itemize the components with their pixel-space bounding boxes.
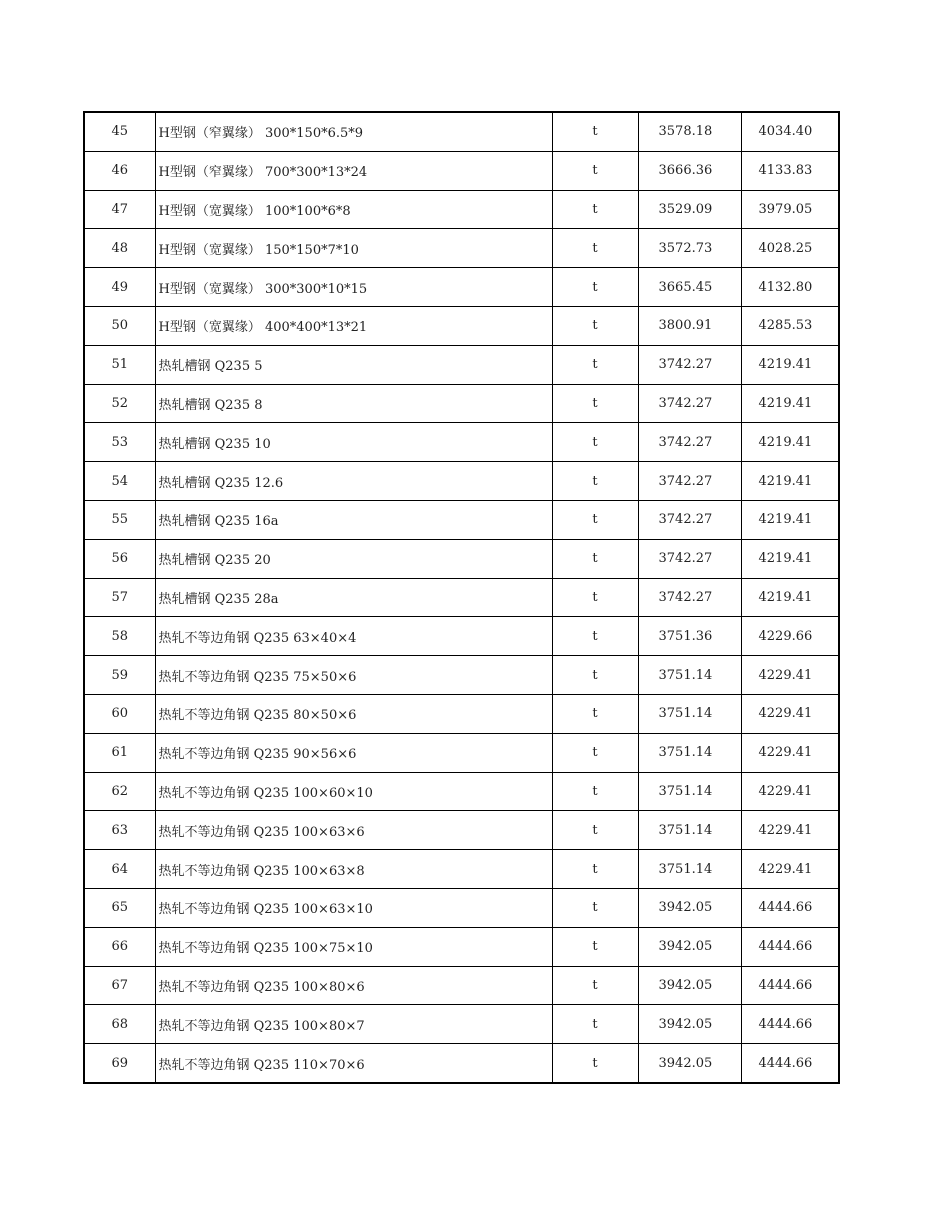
row-number-cell: 52 <box>84 384 155 423</box>
material-name-cell: H型钢（窄翼缘） 300*150*6.5*9 <box>155 112 552 151</box>
price-excl-tax-cell: 3742.27 <box>638 384 741 423</box>
material-name-cell: 热轧不等边角钢 Q235 100×80×6 <box>155 966 552 1005</box>
row-number-cell: 60 <box>84 694 155 733</box>
material-name-cell: 热轧槽钢 Q235 12.6 <box>155 462 552 501</box>
unit-cell: t <box>552 229 638 268</box>
table-row <box>84 345 839 384</box>
material-name-cell: 热轧不等边角钢 Q235 100×80×7 <box>155 1005 552 1044</box>
material-name-cell: H型钢（宽翼缘） 100*100*6*8 <box>155 190 552 229</box>
unit-cell: t <box>552 656 638 695</box>
row-number-cell: 50 <box>84 306 155 345</box>
table-row <box>84 1005 839 1044</box>
price-excl-tax-cell: 3665.45 <box>638 268 741 307</box>
price-incl-tax-cell: 4444.66 <box>741 888 839 927</box>
price-excl-tax-cell: 3751.14 <box>638 811 741 850</box>
material-name-cell: 热轧不等边角钢 Q235 90×56×6 <box>155 733 552 772</box>
unit-cell: t <box>552 888 638 927</box>
unit-cell: t <box>552 539 638 578</box>
price-incl-tax-cell: 4219.41 <box>741 462 839 501</box>
table-row <box>84 384 839 423</box>
material-name-cell: H型钢（宽翼缘） 300*300*10*15 <box>155 268 552 307</box>
unit-cell: t <box>552 578 638 617</box>
price-incl-tax-cell: 4229.41 <box>741 733 839 772</box>
price-incl-tax-cell: 4229.41 <box>741 811 839 850</box>
material-name-cell: 热轧槽钢 Q235 10 <box>155 423 552 462</box>
unit-cell: t <box>552 733 638 772</box>
material-name-cell: 热轧槽钢 Q235 28a <box>155 578 552 617</box>
row-number-cell: 62 <box>84 772 155 811</box>
table-row <box>84 733 839 772</box>
row-number-cell: 53 <box>84 423 155 462</box>
price-excl-tax-cell: 3742.27 <box>638 345 741 384</box>
material-name-cell: H型钢（宽翼缘） 150*150*7*10 <box>155 229 552 268</box>
price-excl-tax-cell: 3742.27 <box>638 500 741 539</box>
unit-cell: t <box>552 966 638 1005</box>
row-number-cell: 67 <box>84 966 155 1005</box>
row-number-cell: 61 <box>84 733 155 772</box>
price-incl-tax-cell: 4132.80 <box>741 268 839 307</box>
price-incl-tax-cell: 4444.66 <box>741 1005 839 1044</box>
unit-cell: t <box>552 151 638 190</box>
material-name-cell: 热轧不等边角钢 Q235 110×70×6 <box>155 1044 552 1083</box>
price-excl-tax-cell: 3800.91 <box>638 306 741 345</box>
price-incl-tax-cell: 4034.40 <box>741 112 839 151</box>
table-row <box>84 1044 839 1083</box>
price-excl-tax-cell: 3742.27 <box>638 578 741 617</box>
price-excl-tax-cell: 3742.27 <box>638 539 741 578</box>
price-incl-tax-cell: 4229.41 <box>741 850 839 889</box>
row-number-cell: 58 <box>84 617 155 656</box>
price-excl-tax-cell: 3578.18 <box>638 112 741 151</box>
table-row <box>84 268 839 307</box>
unit-cell: t <box>552 384 638 423</box>
row-number-cell: 57 <box>84 578 155 617</box>
row-number-cell: 47 <box>84 190 155 229</box>
row-number-cell: 68 <box>84 1005 155 1044</box>
price-incl-tax-cell: 4219.41 <box>741 384 839 423</box>
table-row <box>84 966 839 1005</box>
table-row <box>84 578 839 617</box>
price-excl-tax-cell: 3942.05 <box>638 1044 741 1083</box>
price-incl-tax-cell: 4219.41 <box>741 539 839 578</box>
material-name-cell: 热轧不等边角钢 Q235 100×63×10 <box>155 888 552 927</box>
table-row <box>84 112 839 151</box>
material-name-cell: 热轧不等边角钢 Q235 100×75×10 <box>155 927 552 966</box>
table-row <box>84 423 839 462</box>
table-row <box>84 462 839 501</box>
unit-cell: t <box>552 811 638 850</box>
unit-cell: t <box>552 1044 638 1083</box>
unit-cell: t <box>552 462 638 501</box>
material-name-cell: 热轧不等边角钢 Q235 75×50×6 <box>155 656 552 695</box>
price-incl-tax-cell: 4229.41 <box>741 772 839 811</box>
price-excl-tax-cell: 3529.09 <box>638 190 741 229</box>
price-excl-tax-cell: 3751.14 <box>638 694 741 733</box>
table-row <box>84 190 839 229</box>
unit-cell: t <box>552 268 638 307</box>
unit-cell: t <box>552 345 638 384</box>
material-name-cell: 热轧不等边角钢 Q235 100×63×6 <box>155 811 552 850</box>
price-incl-tax-cell: 4229.41 <box>741 694 839 733</box>
price-incl-tax-cell: 3979.05 <box>741 190 839 229</box>
material-name-cell: H型钢（宽翼缘） 400*400*13*21 <box>155 306 552 345</box>
row-number-cell: 45 <box>84 112 155 151</box>
price-excl-tax-cell: 3751.36 <box>638 617 741 656</box>
unit-cell: t <box>552 694 638 733</box>
table-row <box>84 656 839 695</box>
row-number-cell: 65 <box>84 888 155 927</box>
material-name-cell: 热轧不等边角钢 Q235 100×60×10 <box>155 772 552 811</box>
row-number-cell: 49 <box>84 268 155 307</box>
price-excl-tax-cell: 3572.73 <box>638 229 741 268</box>
price-excl-tax-cell: 3751.14 <box>638 656 741 695</box>
price-excl-tax-cell: 3942.05 <box>638 888 741 927</box>
material-name-cell: 热轧不等边角钢 Q235 80×50×6 <box>155 694 552 733</box>
unit-cell: t <box>552 772 638 811</box>
price-incl-tax-cell: 4219.41 <box>741 578 839 617</box>
price-incl-tax-cell: 4219.41 <box>741 500 839 539</box>
material-name-cell: 热轧槽钢 Q235 5 <box>155 345 552 384</box>
price-table-body <box>84 112 839 1083</box>
material-name-cell: 热轧槽钢 Q235 16a <box>155 500 552 539</box>
unit-cell: t <box>552 927 638 966</box>
material-name-cell: 热轧不等边角钢 Q235 63×40×4 <box>155 617 552 656</box>
price-incl-tax-cell: 4229.66 <box>741 617 839 656</box>
table-row <box>84 617 839 656</box>
unit-cell: t <box>552 306 638 345</box>
material-name-cell: 热轧槽钢 Q235 20 <box>155 539 552 578</box>
unit-cell: t <box>552 1005 638 1044</box>
price-incl-tax-cell: 4285.53 <box>741 306 839 345</box>
row-number-cell: 64 <box>84 850 155 889</box>
price-incl-tax-cell: 4444.66 <box>741 1044 839 1083</box>
row-number-cell: 66 <box>84 927 155 966</box>
table-row <box>84 694 839 733</box>
material-name-cell: 热轧槽钢 Q235 8 <box>155 384 552 423</box>
table-row <box>84 927 839 966</box>
price-table <box>83 111 840 1084</box>
price-incl-tax-cell: 4444.66 <box>741 927 839 966</box>
price-excl-tax-cell: 3742.27 <box>638 462 741 501</box>
price-incl-tax-cell: 4219.41 <box>741 423 839 462</box>
row-number-cell: 55 <box>84 500 155 539</box>
table-row <box>84 772 839 811</box>
row-number-cell: 69 <box>84 1044 155 1083</box>
unit-cell: t <box>552 617 638 656</box>
table-row <box>84 850 839 889</box>
material-name-cell: 热轧不等边角钢 Q235 100×63×8 <box>155 850 552 889</box>
price-excl-tax-cell: 3942.05 <box>638 927 741 966</box>
row-number-cell: 54 <box>84 462 155 501</box>
price-incl-tax-cell: 4229.41 <box>741 656 839 695</box>
table-row <box>84 229 839 268</box>
price-incl-tax-cell: 4219.41 <box>741 345 839 384</box>
table-row <box>84 500 839 539</box>
table-row <box>84 811 839 850</box>
price-excl-tax-cell: 3751.14 <box>638 733 741 772</box>
unit-cell: t <box>552 423 638 462</box>
row-number-cell: 48 <box>84 229 155 268</box>
material-name-cell: H型钢（窄翼缘） 700*300*13*24 <box>155 151 552 190</box>
price-incl-tax-cell: 4028.25 <box>741 229 839 268</box>
price-excl-tax-cell: 3942.05 <box>638 1005 741 1044</box>
price-incl-tax-cell: 4444.66 <box>741 966 839 1005</box>
table-row <box>84 306 839 345</box>
table-row <box>84 888 839 927</box>
table-row <box>84 539 839 578</box>
row-number-cell: 59 <box>84 656 155 695</box>
price-excl-tax-cell: 3742.27 <box>638 423 741 462</box>
row-number-cell: 63 <box>84 811 155 850</box>
row-number-cell: 46 <box>84 151 155 190</box>
table-row <box>84 151 839 190</box>
price-excl-tax-cell: 3666.36 <box>638 151 741 190</box>
unit-cell: t <box>552 850 638 889</box>
unit-cell: t <box>552 190 638 229</box>
price-excl-tax-cell: 3751.14 <box>638 772 741 811</box>
unit-cell: t <box>552 500 638 539</box>
price-incl-tax-cell: 4133.83 <box>741 151 839 190</box>
row-number-cell: 56 <box>84 539 155 578</box>
unit-cell: t <box>552 112 638 151</box>
row-number-cell: 51 <box>84 345 155 384</box>
price-excl-tax-cell: 3751.14 <box>638 850 741 889</box>
price-excl-tax-cell: 3942.05 <box>638 966 741 1005</box>
